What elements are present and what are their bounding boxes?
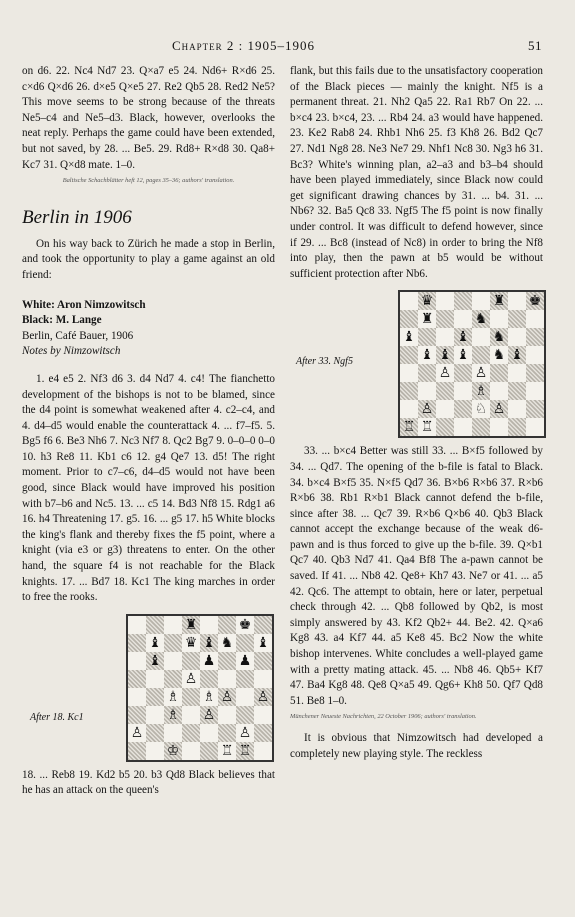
board-square: ♛ — [418, 292, 436, 310]
board-square — [182, 706, 200, 724]
diagram-block-1 — [22, 614, 275, 760]
game-venue: Berlin, Café Bauer, 1906 — [22, 329, 134, 342]
board-square: ♞ — [472, 310, 490, 328]
board-square — [508, 382, 526, 400]
board-square: ♝ — [456, 347, 470, 364]
board-square — [472, 328, 490, 346]
board-square: ♝ — [200, 634, 218, 652]
chapter-heading: Chapter 2 : 1905–1906 — [172, 38, 316, 53]
board-square: ♜ — [420, 311, 434, 328]
board-square — [128, 688, 146, 706]
board-square — [436, 292, 454, 310]
board-square — [146, 616, 164, 634]
board-square: ♞ — [220, 634, 234, 651]
board-square: ♖ — [420, 419, 434, 436]
board-square: ♝ — [508, 346, 526, 364]
board-square — [200, 724, 218, 742]
board-square — [400, 364, 418, 382]
board-square: ♗ — [472, 382, 490, 400]
board-square — [128, 742, 146, 760]
board-square: ♙ — [438, 365, 452, 382]
board-square: ♙ — [490, 400, 508, 418]
board-square: ♟ — [238, 652, 252, 669]
board-square: ♝ — [148, 634, 162, 651]
board-square — [146, 742, 164, 760]
board-square — [218, 652, 236, 670]
board-square — [164, 670, 182, 688]
board-square: ♙ — [254, 688, 272, 706]
board-square — [418, 364, 436, 382]
white-player: White: Aron Nimzowitsch — [22, 298, 146, 311]
board-square — [146, 724, 164, 742]
board-square — [218, 724, 236, 742]
board-square — [182, 742, 200, 760]
board-square — [508, 310, 526, 328]
board-square — [526, 364, 544, 382]
board-square — [128, 670, 146, 688]
board-square: ♜ — [182, 616, 200, 634]
board-square: ♙ — [184, 670, 198, 687]
board-square: ♔ — [164, 742, 182, 760]
board-square — [454, 292, 472, 310]
board-square — [254, 742, 272, 760]
board-square: ♝ — [436, 346, 454, 364]
board-square — [436, 382, 454, 400]
board-square — [436, 400, 454, 418]
board-square — [454, 310, 472, 328]
notes-credit: Notes by Nimzowitsch — [22, 345, 121, 358]
right-column — [290, 64, 543, 762]
board-square — [472, 292, 490, 310]
left-para-3: 18. ... Reb8 19. Kd2 b5 20. b3 Qd8 Black believes that he has an attack on the queen's — [22, 768, 275, 797]
section-title: Berlin in 1906 — [22, 206, 132, 228]
board-square — [236, 670, 254, 688]
board-square — [454, 364, 472, 382]
board-square — [146, 670, 164, 688]
board-square: ♘ — [474, 401, 488, 418]
left-column — [22, 64, 275, 799]
board-square — [164, 616, 182, 634]
chess-board-2 — [398, 290, 546, 438]
board-square — [128, 706, 146, 724]
board-square — [200, 670, 218, 688]
board-square: ♞ — [492, 347, 506, 364]
board-square — [454, 382, 472, 400]
board-square — [472, 346, 490, 364]
board-square: ♗ — [166, 688, 180, 705]
board-square — [236, 688, 254, 706]
board-square — [490, 382, 508, 400]
board-square: ♝ — [256, 634, 270, 651]
board-square: ♝ — [454, 328, 472, 346]
board-square — [182, 652, 200, 670]
right-para-1: flank, but this fails due to the unsatisfactory cooperation of the Black pieces — mainly the knight. Nf5 is a permanent threat. 21. Nh2 Qa5 22. Ra1 Rb7 On 22. ... b×c4 23. b×c4, 23. ... Rb4 24. a3 would have happened. 23. Ke2 Rab8 24. Rhb1 Nh6 25. f3 Kh8 26. Bd2 Qc7 27. Nd1 Ng8 28. Ne3 Ne7 29. Nhf1 Nc8 30. Ng3 h6 31. Bc3? White's winning plan, a2–a3 and b3–b4 should have been played immediately, since Black now could get significant drawing chances by 31. ... b4. 31. ... Nb6? 32. Ba5 Qc8 33. Ngf5 The f5 point is now finally under control. It was difficult to defend however, since if 29. ... Bc8 (instead of Nc8) in order to bring the Nf8 into play, then the pawn at b5 would be without sufficient protection after Nb6. — [290, 65, 543, 280]
board-square: ♖ — [400, 418, 418, 436]
board-square — [436, 310, 454, 328]
board-square — [146, 688, 164, 706]
section-intro: On his way back to Zürich he made a stop in Berlin, and took the opportunity to play a game against an old friend: — [22, 237, 275, 281]
board-square: ♙ — [130, 724, 144, 741]
diagram-caption-2: After 33. Ngf5 — [296, 356, 353, 368]
board-square — [128, 634, 146, 652]
board-square — [236, 634, 254, 652]
board-square — [526, 382, 544, 400]
board-square — [200, 742, 218, 760]
board-square — [526, 400, 544, 418]
board-square — [526, 346, 544, 364]
board-square — [254, 724, 272, 742]
board-square — [182, 724, 200, 742]
board-square — [254, 652, 272, 670]
game-header — [22, 298, 275, 360]
running-header — [22, 38, 542, 54]
board-square: ♝ — [420, 347, 434, 364]
board-square — [400, 346, 418, 364]
board-square: ♝ — [402, 329, 416, 346]
board-square: ♞ — [490, 328, 508, 346]
board-square — [508, 292, 526, 310]
board-square — [218, 706, 236, 724]
board-square — [218, 670, 236, 688]
board-square — [508, 328, 526, 346]
board-square — [508, 400, 526, 418]
board-square — [146, 706, 164, 724]
board-square — [200, 616, 218, 634]
board-square — [254, 616, 272, 634]
source-citation-1: Baltische Schachblätter heft 12, pages 35–36; authors' translation. — [62, 177, 235, 185]
right-para-3: It is obvious that Nimzowitsch had developed a completely new playing style. The reckless — [290, 732, 543, 760]
left-para-1: on d6. 22. Nc4 Nd7 23. Q×a7 e5 24. Nd6+ R×d6 25. c×d6 Q×d6 26. d×e5 Q×e5 27. Re2 Qb5 28. Red2 Ne5? This move seems to be strong because of the threats Ne5–c4 and Ne5–d3. Black, however, overlooks the neat reply. Perhaps the game could have been extended, but not saved, by 28. ... Be5. 29. Rd8+ R×d8 30. Qa8+ Kc7 31. Q×d8 mate. 1–0. — [22, 65, 275, 171]
board-square: ♙ — [218, 688, 236, 706]
diagram-caption-1: After 18. Kc1 — [30, 711, 84, 723]
board-square: ♖ — [220, 742, 234, 759]
board-square — [400, 310, 418, 328]
board-square: ♗ — [164, 706, 182, 724]
board-square — [526, 418, 544, 436]
board-square — [164, 724, 182, 742]
board-square: ♜ — [490, 292, 508, 310]
game-annotation-1: 1. e4 e5 2. Nf3 d6 3. d4 Nd7 4. c4! The fianchetto development of the bishops is not to be blamed, since the d4 point is somewhat weakened after 4. c2–c4, and 4. d4–d5 would enable the counterattack 4. ... f7–f5. 5. Bg5 f6 6. Be3 Nh6 7. Nc3 Nf7 8. Qc2 Bg7 9. 0–0–0 0–0 10. h3 Re8 11. Kb1 c6 12. g4 Qe7 13. d5! The right moment. Prior to c7–c6, d4–d5 would not have been good, since Black would have improved his position with b7–b6 and Nc5. 13. ... c5 14. Bd3 Nf8 15. Rdg1 a6 16. h4 Threatening 17. g5. 16. ... g5 17. h5 White blocks the king's flank and thereby fixes the f5 point, where a knight (via e3 or g3) threatens to enter. On the other hand, the square f4 is not reachable for the Black knights. 17. ... Bd7 18. Kc1 The king marches in order to free the rooks. — [22, 372, 275, 604]
board-square — [490, 364, 508, 382]
board-square — [490, 418, 508, 436]
board-square — [508, 364, 526, 382]
page-number: 51 — [528, 38, 542, 53]
board-square — [418, 382, 436, 400]
board-square — [454, 400, 472, 418]
board-square — [164, 652, 182, 670]
board-square: ♙ — [418, 400, 436, 418]
board-square — [182, 688, 200, 706]
board-square — [436, 328, 454, 346]
board-square — [526, 310, 544, 328]
black-player: Black: M. Lange — [22, 314, 102, 327]
board-square: ♚ — [238, 616, 252, 633]
board-square: ♖ — [236, 742, 254, 760]
board-square: ♝ — [146, 652, 164, 670]
board-square: ♗ — [202, 688, 216, 705]
board-square — [254, 670, 272, 688]
board-square — [526, 328, 544, 346]
board-square — [490, 310, 508, 328]
board-square — [400, 292, 418, 310]
board-square: ♙ — [238, 724, 252, 741]
board-square — [508, 418, 526, 436]
board-square — [400, 400, 418, 418]
board-square — [218, 616, 236, 634]
board-square — [128, 616, 146, 634]
board-square: ♟ — [202, 652, 216, 669]
source-citation-2: Münchener Neueste Nachrichten, 22 October 1906; authors' translation. — [290, 713, 477, 721]
board-square: ♛ — [184, 634, 198, 651]
board-square: ♚ — [526, 292, 544, 310]
board-square — [418, 328, 436, 346]
chess-board-1 — [126, 614, 274, 762]
right-para-2: 33. ... b×c4 Better was still 33. ... B×f5 followed by 34. ... Qd7. The opening of the b-file is fatal to Black. 34. b×c4 B×f5 35. N×f5 Qd7 36. B×b6 R×b6 37. R×b6 R×b6 38. Rb1 R×b1 Black cannot defend the b-file, since after 38. ... Qc7 39. R×b6 Q×b6 40. Qb3 Black cannot accept the exchange because of the weak d6-pawn and is thus forced to give up the b-file. 39. Q×b1 Qc7 40. Qb3 Nd7 41. Qa4 Bf8 The a-pawn cannot be saved. If 41. ... Nb8 42. Qe8+ Kh7 43. Ne7 or 41. ... a5 42. Qc6. The attempt to obtain, here or later, perpetual check through 42. ... Qb8 followed by Qb2, is most simply answered by 43. Kf2 Qb2+ 44. Be2. 42. Q×a6 Kg8 43. a4 Kf7 44. a5 Ke8 45. Bc2 Now the white bishop intervenes. White concludes a well-played game with a pretty mating attack. 45. ... Nb8 46. Qb5+ Kf7 47. Ba4 Kg8 48. Qe8 Q×a5 49. Qg6+ Kh8 50. Qf7 Qd8 51. Be8 1–0. — [290, 445, 543, 707]
board-square — [128, 652, 146, 670]
board-square: ♙ — [474, 365, 488, 382]
board-square — [254, 706, 272, 724]
board-square — [236, 706, 254, 724]
board-square — [436, 418, 454, 436]
board-square — [454, 418, 472, 436]
board-square: ♙ — [200, 706, 218, 724]
board-square — [400, 382, 418, 400]
board-square — [472, 418, 490, 436]
board-square — [164, 634, 182, 652]
diagram-block-2 — [290, 290, 543, 436]
